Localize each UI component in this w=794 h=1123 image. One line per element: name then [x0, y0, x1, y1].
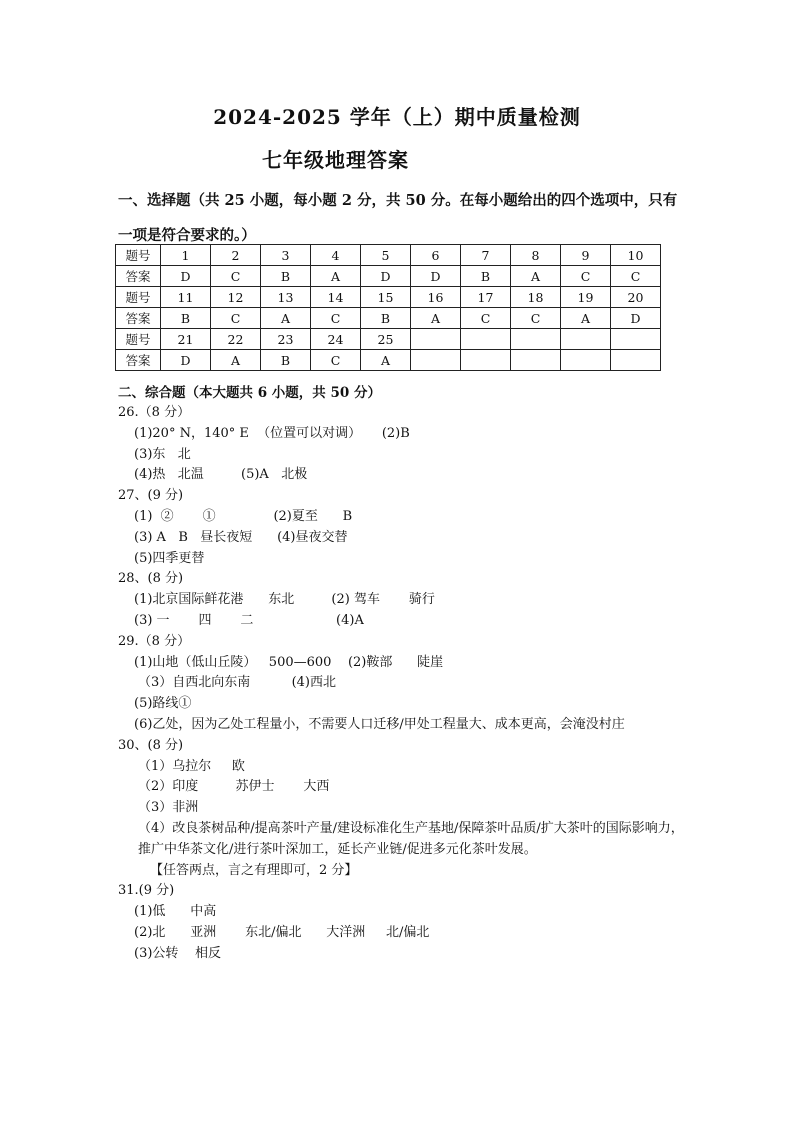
answer-line: （3）自西北向东南 (4)西北	[138, 675, 337, 691]
table-cell: 18	[511, 287, 561, 308]
table-cell	[511, 329, 561, 350]
table-cell: 21	[161, 329, 211, 350]
answer-line: (5)四季更替	[134, 550, 205, 566]
table-cell: 17	[461, 287, 511, 308]
answer-line: (6)乙处，因为乙处工程量小，不需要人口迁移/甲处工程量大、成本更高，会淹没村庄	[134, 716, 625, 732]
table-cell: 4	[311, 245, 361, 266]
answer-line: 【任答两点，言之有理即可，2 分】	[150, 862, 358, 878]
answer-line: (1) ② ① (2)夏至 B	[134, 508, 353, 524]
table-cell: 3	[261, 245, 311, 266]
table-cell: 19	[561, 287, 611, 308]
table-cell: 11	[161, 287, 211, 308]
answer-line: (2)北 亚洲 东北/偏北 大洋洲 北/偏北	[134, 924, 430, 940]
answer-table	[115, 244, 661, 371]
answer-line: 29.（8 分）	[118, 633, 191, 649]
row-label: 答案	[116, 266, 161, 287]
table-cell: 2	[211, 245, 261, 266]
table-cell: 7	[461, 245, 511, 266]
table-cell: C	[561, 266, 611, 287]
table-cell: C	[611, 266, 661, 287]
section-2-heading: 二、综合题（本大题共 6 小题，共 50 分）	[118, 385, 381, 401]
answer-line: (5)路线①	[134, 696, 192, 712]
table-cell	[411, 350, 461, 371]
table-row	[116, 266, 661, 287]
document-subtitle: 七年级地理答案	[262, 148, 409, 172]
document-title: 2024-2025 学年（上）期中质量检测	[213, 105, 581, 129]
table-cell	[461, 329, 511, 350]
table-cell: 23	[261, 329, 311, 350]
row-label: 题号	[116, 287, 161, 308]
table-cell: 10	[611, 245, 661, 266]
table-cell: 8	[511, 245, 561, 266]
answer-line: 30、(8 分)	[118, 737, 184, 753]
table-cell: A	[361, 350, 411, 371]
answer-line: (1)山地（低山丘陵） 500—600 (2)鞍部 陡崖	[134, 654, 444, 670]
table-cell: B	[161, 308, 211, 329]
answer-line: (1)低 中高	[134, 904, 217, 920]
answer-line: （4）改良茶树品种/提高茶叶产量/建设标准化生产基地/保障茶叶品质/扩大茶叶的国际影响力，推广中华茶文化/进行茶叶深加工，延长产业链/促进多元化茶叶发展。	[138, 820, 684, 857]
table-cell: B	[361, 308, 411, 329]
table-cell: A	[561, 308, 611, 329]
table-cell: D	[161, 266, 211, 287]
table-cell: 25	[361, 329, 411, 350]
row-label: 题号	[116, 329, 161, 350]
answer-line: （1）乌拉尔 欧	[138, 758, 245, 774]
answer-line: (1)20° N，140° E （位置可以对调） (2)B	[134, 425, 410, 441]
table-row	[116, 329, 661, 350]
table-cell: B	[461, 266, 511, 287]
answer-line: (3) 一 四 二 (4)A	[134, 612, 364, 628]
table-row	[116, 350, 661, 371]
answer-lines	[118, 403, 688, 965]
table-cell: A	[311, 266, 361, 287]
row-label: 答案	[116, 350, 161, 371]
table-cell: C	[211, 266, 261, 287]
answer-line: (3)公转 相反	[134, 945, 221, 961]
table-cell: 24	[311, 329, 361, 350]
table-cell: D	[161, 350, 211, 371]
answer-line: 28、(8 分)	[118, 571, 184, 587]
table-cell	[411, 329, 461, 350]
table-cell: 1	[161, 245, 211, 266]
table-cell: 5	[361, 245, 411, 266]
table-cell: 12	[211, 287, 261, 308]
table-cell: C	[461, 308, 511, 329]
answer-line: （2）印度 苏伊士 大西	[138, 779, 330, 795]
table-cell: A	[411, 308, 461, 329]
table-cell: 15	[361, 287, 411, 308]
table-cell	[561, 350, 611, 371]
table-cell	[561, 329, 611, 350]
table-cell: 22	[211, 329, 261, 350]
row-label: 题号	[116, 245, 161, 266]
answer-line: 27、(9 分)	[118, 488, 184, 504]
table-cell: A	[261, 308, 311, 329]
answer-line: (3) A B 昼长夜短 (4)昼夜交替	[134, 529, 348, 545]
table-cell: D	[611, 308, 661, 329]
table-cell: 20	[611, 287, 661, 308]
table-row	[116, 308, 661, 329]
table-cell: B	[261, 266, 311, 287]
table-cell: D	[361, 266, 411, 287]
table-row	[116, 245, 661, 266]
table-cell: 9	[561, 245, 611, 266]
table-cell: 13	[261, 287, 311, 308]
answer-line: 26.（8 分）	[118, 405, 191, 420]
table-cell: B	[261, 350, 311, 371]
answer-line: (1)北京国际鲜花港 东北 (2) 驾车 骑行	[134, 592, 435, 608]
row-label: 答案	[116, 308, 161, 329]
table-row	[116, 287, 661, 308]
table-cell: 16	[411, 287, 461, 308]
table-cell	[611, 329, 661, 350]
table-cell: 6	[411, 245, 461, 266]
table-cell: C	[511, 308, 561, 329]
table-cell: C	[211, 308, 261, 329]
answer-line: (4)热 北温 (5)A 北极	[134, 467, 308, 483]
answer-line: (3)东 北	[134, 446, 191, 462]
table-cell: C	[311, 350, 361, 371]
table-cell: A	[211, 350, 261, 371]
table-cell	[511, 350, 561, 371]
section-1-heading: 一、选择题（共 25 小题，每小题 2 分，共 50 分。在每小题给出的四个选项中，只有一项是符合要求的。）	[118, 192, 678, 244]
table-cell: 14	[311, 287, 361, 308]
answer-line: 31.(9 分)	[118, 883, 175, 899]
table-cell: C	[311, 308, 361, 329]
table-cell	[611, 350, 661, 371]
table-cell: A	[511, 266, 561, 287]
table-cell: D	[411, 266, 461, 287]
table-cell	[461, 350, 511, 371]
answer-line: （3）非洲	[138, 800, 199, 816]
